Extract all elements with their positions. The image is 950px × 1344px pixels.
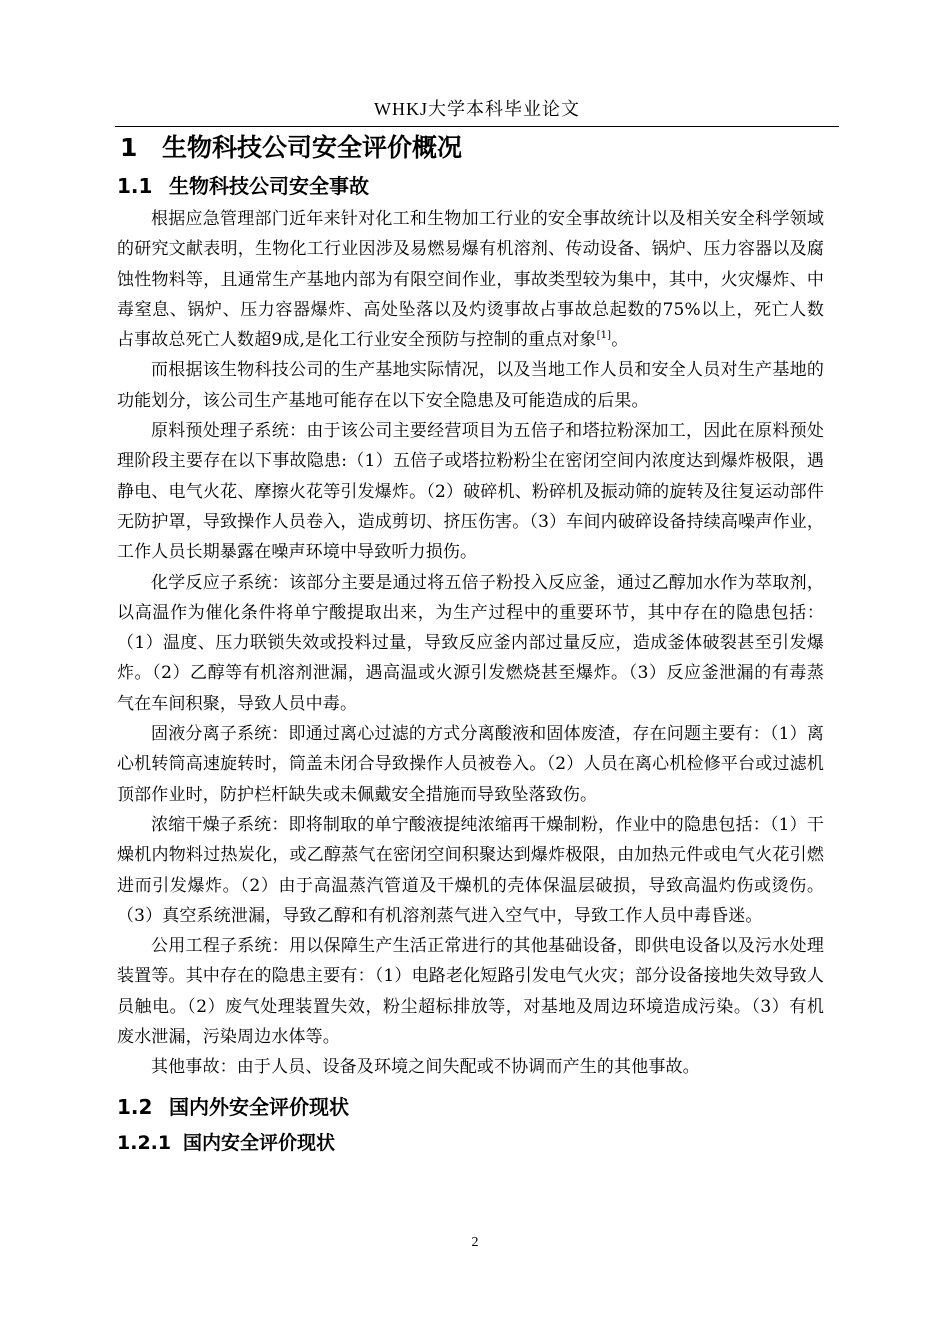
document-body bbox=[117, 128, 824, 1161]
paragraph-site-overview: 而根据该生物科技公司的生产基地实际情况，以及当地工作人员和安全人员对生产基地的功能划分，该公司生产基地可能存在以下安全隐患及可能造成的后果。 bbox=[117, 360, 824, 411]
paragraph-utility-engineering: 公用工程子系统：用以保障生产生活正常进行的其他基础设备，即供电设备以及污水处理装置等。其中存在的隐患主要有：（1）电路老化短路引发电气火灾；部分设备接地失效导致人员触电。（2）废气处理装置失效，粉尘超标排放等，对基地及周边环境造成污染。（3）有机废水泄漏，污染周边水体等。 bbox=[117, 936, 824, 1048]
header-title: 大学本科毕业论文 bbox=[428, 99, 580, 120]
paragraph-concentration-drying: 浓缩干燥子系统：即将制取的单宁酸液提纯浓缩再干燥制粉，作业中的隐患包括：（1）干燥机内物料过热炭化，或乙醇蒸气在密闭空间积聚达到爆炸极限，由加热元件或电气火花引燃进而引发爆炸。（2）由于高温蒸汽管道及干燥机的壳体保温层破损，导致高温灼伤或烫伤。（3）真空系统泄漏，导致乙醇和有机溶剂蒸气进入空气中，导致工作人员中毒昏迷。 bbox=[117, 814, 824, 926]
section-number: 1.1 bbox=[117, 174, 153, 198]
chapter-heading bbox=[117, 128, 824, 168]
subsection-title: 国内安全评价现状 bbox=[183, 1131, 336, 1154]
section-heading-1-2 bbox=[117, 1089, 824, 1125]
paragraph-text: 根据应急管理部门近年来针对化工和生物加工行业的安全事故统计以及相关安全科学领域的研究文献表明，生物化工行业因涉及易燃易爆有机溶剂、传动设备、锅炉、压力容器以及腐蚀性物料等，且通常生产基地内部为有限空间作业，事故类型较为集中，其中，火灾爆炸、中毒窒息、锅炉、压力容器爆炸、高处坠落以及灼烫事故占事故总起数的75%以上，死亡人数占事故总死亡人数超9成,是化工行业安全预防与控制的重点对象 bbox=[117, 209, 824, 351]
section-heading-1-1 bbox=[117, 168, 824, 204]
citation-ref[interactable]: [1] bbox=[596, 330, 612, 342]
paragraph-other-accidents: 其他事故：由于人员、设备及环境之间失配或不协调而产生的其他事故。 bbox=[151, 1057, 700, 1078]
paragraph-accident-statistics bbox=[117, 204, 824, 355]
paragraph-end: 。 bbox=[611, 330, 629, 351]
paragraph-solid-liquid-separation: 固液分离子系统：即通过离心过滤的方式分离酸液和固体废渣，存在问题主要有：（1）离心机转筒高速旋转时，筒盖未闭合导致操作人员被卷入。（2）人员在离心机检修平台或过滤机顶部作业时，防护栏杆缺失或未佩戴安全措施而导致坠落致伤。 bbox=[117, 724, 824, 805]
subsection-number: 1.2.1 bbox=[117, 1131, 172, 1154]
chapter-title: 生物科技公司安全评价概况 bbox=[162, 133, 463, 162]
section-number: 1.2 bbox=[117, 1094, 153, 1119]
header-code: WHKJ bbox=[374, 99, 428, 119]
paragraph-chemical-reaction: 化学反应子系统：该部分主要是通过将五倍子粉投入反应釜，通过乙醇加水作为萃取剂，以高温作为催化条件将单宁酸提取出来，为生产过程中的重要环节，其中存在的隐患包括：（1）温度、压力联锁失效或投料过量，导致反应釜内部过量反应，造成釜体破裂甚至引发爆炸。（2）乙醇等有机溶剂泄漏，遇高温或火源引发燃烧甚至爆炸。（3）反应釜泄漏的有毒蒸气在车间积聚，导致人员中毒。 bbox=[117, 572, 824, 714]
chapter-number: 1 bbox=[120, 133, 138, 162]
paragraph-raw-material-pretreatment: 原料预处理子系统：由于该公司主要经营项目为五倍子和塔拉粉深加工，因此在原料预处理阶段主要存在以下事故隐患:（1）五倍子或塔拉粉粉尘在密闭空间内浓度达到爆炸极限，遇静电、电气火花、摩擦火花等引发爆炸。（2）破碎机、粉碎机及振动筛的旋转及往复运动部件无防护罩，导致操作人员卷入，造成剪切、挤压伤害。（3）车间内破碎设备持续高噪声作业，工作人员长期暴露在噪声环境中导致听力损伤。 bbox=[117, 421, 824, 563]
page-header bbox=[115, 94, 839, 124]
section-title: 生物科技公司安全事故 bbox=[169, 174, 369, 198]
subsection-heading-1-2-1 bbox=[117, 1125, 824, 1161]
header-rule bbox=[115, 126, 839, 127]
section-title: 国内外安全评价现状 bbox=[169, 1094, 349, 1119]
page-number: 2 bbox=[471, 1235, 479, 1250]
